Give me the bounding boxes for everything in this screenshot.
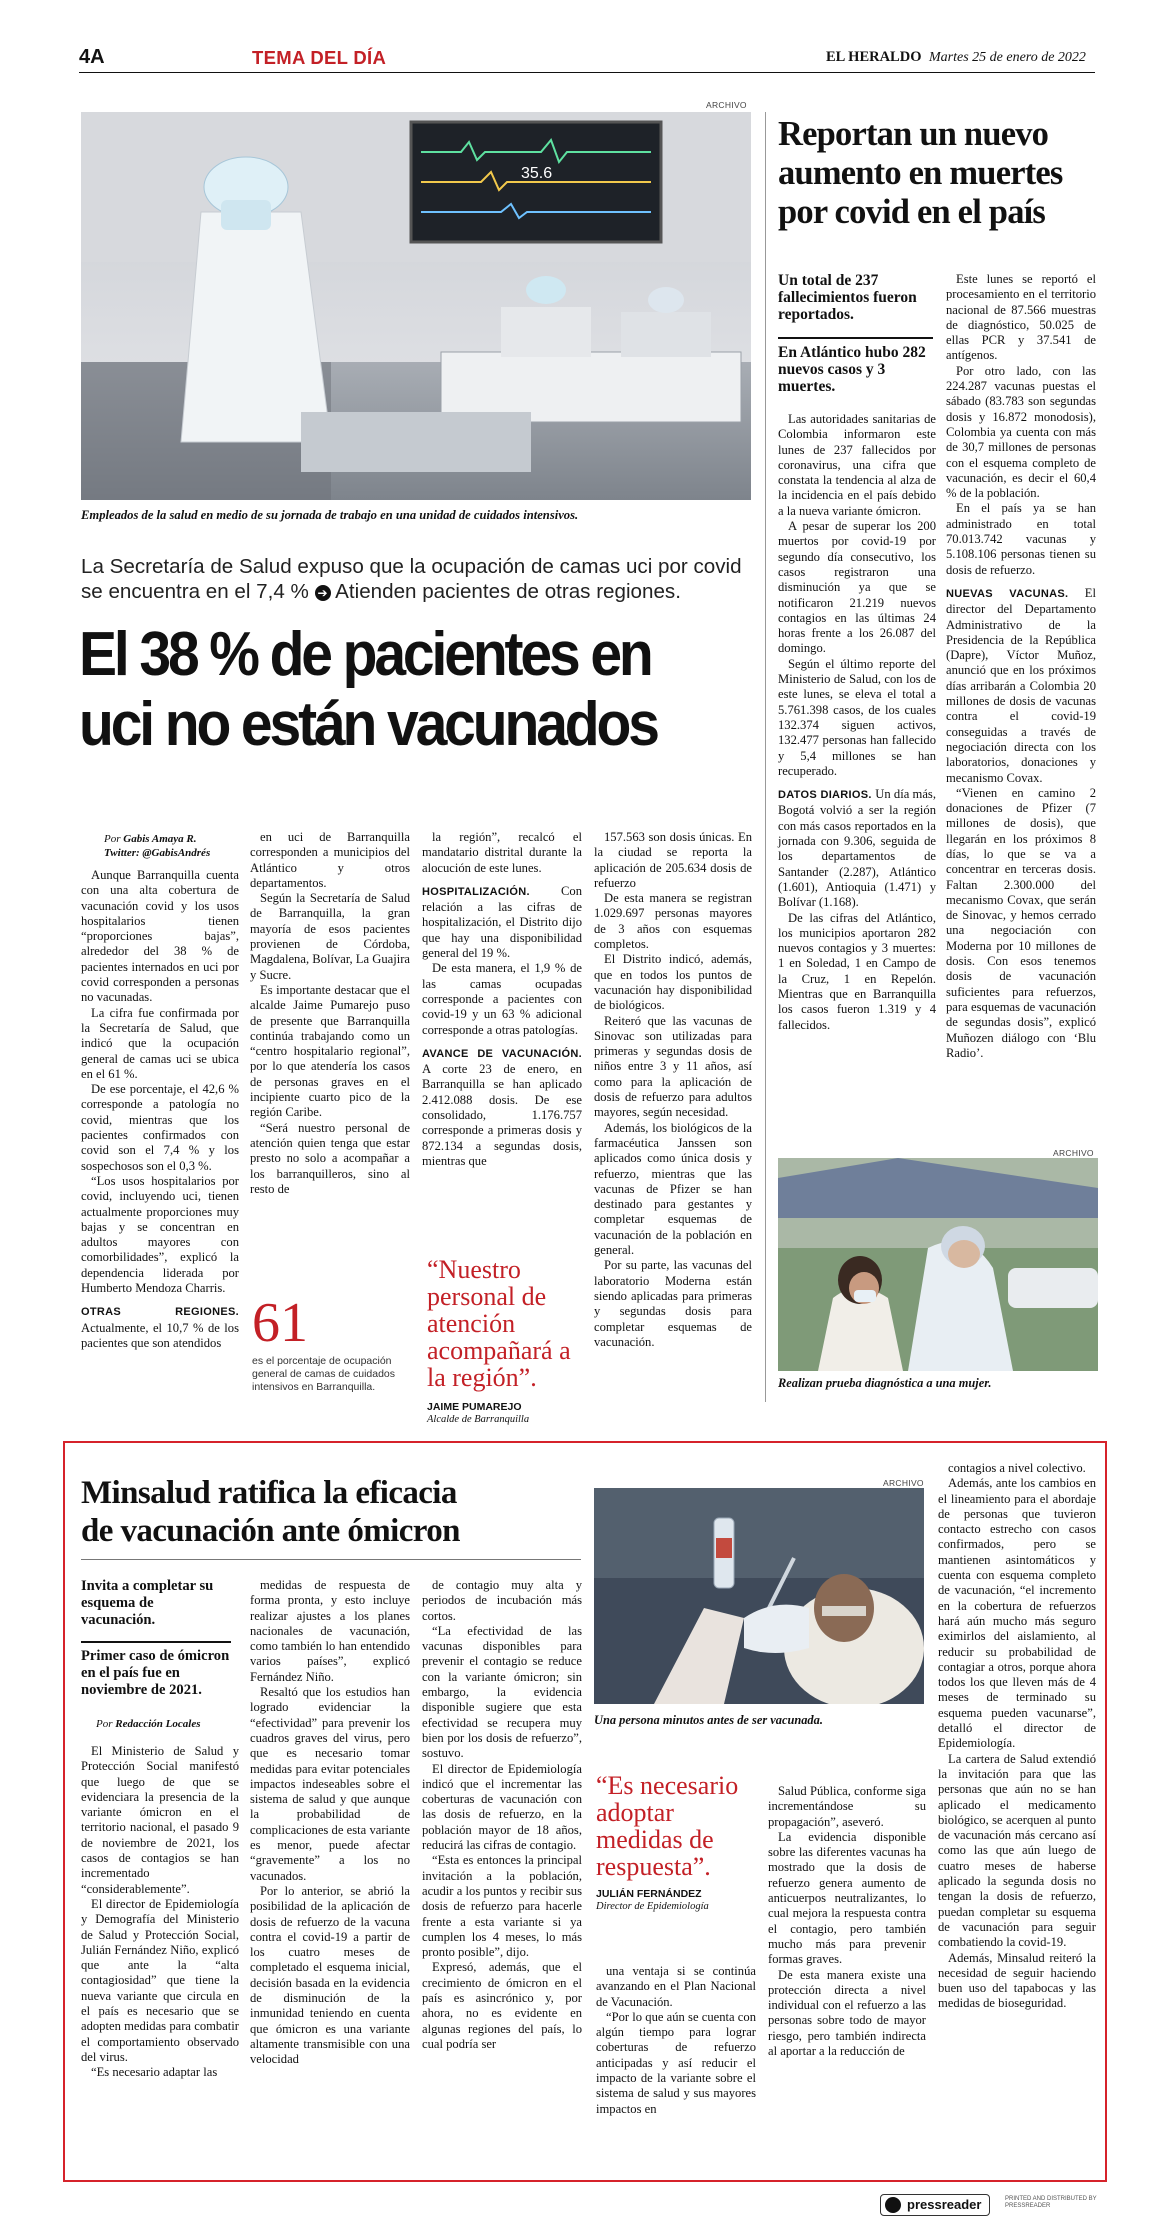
bottom-author: Redacción Locales [115,1718,201,1730]
side-col-a [778,412,936,1033]
main-headline [79,620,714,760]
paragraph-text: El Distrito indicó, además, que en todos los puntos de vacunación hay disponibilidad de biológicos. [594,952,752,1013]
paragraph [422,1046,582,1169]
icu-photo [81,112,751,500]
paragraph [81,1006,239,1082]
paragraph-text: De esta manera se registran 1.029.697 personas mayores de 3 años con esquemas completos. [594,891,752,952]
paragraph [422,884,582,961]
paragraph-text: El director del Departamento Administrativo de la Presidencia de la República (Dapre), Víctor Muñoz, anunció que en los próximos días arribarán a Colombia 20 millones de dosis de vacunas contra el covid-19 conseguidas a través de negociación directa con los laboratorios, donaciones y mecanismo Covax. [946,585,1096,785]
paragraph [594,830,752,891]
bottom-dek-2: Primer caso de ómicron en el país fue en noviembre de 2021. [81,1648,230,1698]
paragraph-text: “Por lo que aún se cuenta con algún tiempo para lograr coberturas de refuerzo anticipadas y así reducir el impacto de la variante sobre el sistema de salud y sus mayores impactos en [596,2009,756,2116]
main-headline-line2: uci no están vacunados [79,690,657,759]
pressreader-brand: pressreader [907,2197,982,2212]
paragraph [250,1685,410,1884]
paragraph [250,1884,410,2068]
main-col-3 [422,830,582,1169]
main-dek-text2: Atienden pacientes de otras regiones. [335,580,681,603]
paragraph-text: La cartera de Salud extendió la invitación para que las personas que aún no se han aplicado el medicamento biológico, se acerquen al punto de vacunación más cercano así como las que aún luego de cuatro meses de haberse aplicado la segunda dosis no tengan la dosis de refuerzo, puedan completar su esquema de vacunación para seguir combatiendo la covid-19. [938,1751,1096,1950]
side-photo-credit: ARCHIVO [1053,1148,1094,1158]
paragraph-text: La evidencia disponible sobre las diferentes vacunas ha mostrado que la dosis de refuerzo genera aumento de anticuerpos neutralizantes, lo cual mejora la respuesta contra el contagio, pero también mucho más para prevenir formas graves. [768,1829,926,1967]
paragraph-text: El director de Epidemiología indicó que el incrementar las coberturas de vacunación con las dosis de refuerzo, en la población mayor de 18 años, reducirá las cifras de contagio. [422,1761,582,1853]
paragraph-text: Salud Pública, conforme siga incrementándose su propagación”, aseveró. [768,1784,926,1829]
icu-photo-image [81,112,751,500]
pressreader-icon [885,2197,901,2213]
bottom-dek-rule [81,1641,231,1643]
header-rule [79,72,1095,73]
paragraph-text: El Ministerio de Salud y Protección Social manifestó que luego de que se evidenciara la presencia de la variante ómicron en el territorio nacional, el pasado 9 de noviembre de 2021, los casos de contagios se han incrementado “considerablemente”. [81,1744,239,1896]
paragraph-text: contagios a nivel colectivo. [948,1461,1086,1475]
paragraph [596,1964,756,2010]
main-col-4 [594,830,752,1350]
paragraph [81,1304,239,1351]
paragraph-text: De esta manera existe una protección directa a nivel individual con el refuerzo a las personas sobre todo de mayor riesgo, pero también indirecta al aportar a la reducción de [768,1967,926,2059]
paragraph [938,1461,1096,1476]
stat-text: es el porcentaje de ocupación general de camas de cuidados intensivos en Barranquilla. [252,1355,396,1393]
main-pull-quote: “Nuestro personal de atención acompañará a la región”. [427,1255,571,1392]
main-photo-caption: Empleados de la salud en medio de su jornada de trabajo en una unidad de cuidados intensivos. [81,508,579,522]
paragraph-text: Según la Secretaría de Salud de Barranquilla, la gran mayoría de esos pacientes provienen de Córdoba, Magdalena, Bolívar, La Guajira y Sucre. [250,891,411,982]
bottom-photo-caption: Una persona minutos antes de ser vacunada. [594,1713,823,1727]
vaccine-photo [594,1488,924,1704]
paragraph-text: la región”, recalcó el mandatario distrital durante la alocución de este lunes. [422,830,582,875]
paragraph-text: De las cifras del Atlántico, los municipios aportaron 282 nuevos contagios y 3 muertes: 1 en Soledad, 1 en Campo de la Cruz, 1 en Repelón. Mientras que en Barranquilla los casos fueron 1.319 y 4 fallecidos. [778,910,936,1032]
paragraph-text: Por otro lado, con las 224.287 vacunas puestas el sábado (83.783 son segundas dosis y 16.872 monodosis), Colombia ya cuenta con más de 30,7 millones de personas con el esquema completo de vacunación, es decir el 60,4 % de la población. [946,363,1096,501]
paragraph-text: Por lo anterior, se abrió la posibilidad de la aplicación de dosis de refuerzo de la vacuna contra el covid-19 a partir de los cuatro meses de completado el esquema inicial, decisión basada en la evidencia de disminución de la inmunidad teniendo en cuenta que ómicron es una variante altamente transmisible con una velocidad [250,1883,410,2067]
bottom-byline [96,1718,200,1730]
paragraph-text: Por su parte, las vacunas del laboratorio Moderna están siendo aplicadas para primeras y segundas dosis para completar esquemas de vacunación. [594,1258,752,1349]
paragraph [778,412,936,519]
bottom-col-1 [81,1744,239,2081]
paragraph-text: Aunque Barranquilla cuenta con una alta cobertura de vacunación covid y los usos hospitalarios tienen “proporciones bajas”, alrededor del 38 % de pacientes internados en uci por covid corresponden a personas no vacunadas. [81,868,239,1005]
paragraph [778,911,936,1033]
bottom-col-6 [938,1461,1096,2012]
bottom-col-3 [422,1578,582,2052]
paragraph [250,830,410,891]
paragraph-text: En el país ya se han administrado en total 70.013.742 vacunas y 5.108.106 personas tienen su dosis de refuerzo. [946,501,1096,577]
paragraph-text: Este lunes se reportó el procesamiento en el territorio nacional de 87.566 muestras de diagnóstico, 50.025 de ellas PCR y 37.541 de antígenos. [946,272,1096,363]
paragraph-text: A pesar de superar los 200 muertos por covid-19 por segundo día consecutivo, los casos registraron una disminución ya que se notificaron 21.219 nuevos contagios en las últimas 24 horas frente a los 26.087 del domingo. [778,519,936,656]
paragraph [778,787,936,910]
test-photo-image [778,1158,1098,1371]
paragraph [946,786,1096,1061]
side-dek-rule [778,337,933,339]
paragraph [594,891,752,952]
paragraph-text: Además, los biológicos de la farmacéutica Janssen son aplicados como única dosis y refuerzo, mientras que las vacunas de Pfizer se han destinado para gestantes y completar esquemas de vacunación de la población en general. [594,1120,752,1258]
main-headline-line1: El 38 % de pacientes en [79,620,651,689]
paragraph-text: en uci de Barranquilla corresponden a municipios del Atlántico y otros departamentos. [250,830,410,890]
paragraph-text: Es importante destacar que el alcalde Jaime Pumarejo puso de presente que Barranquilla continúa trabajando como un “centro hospitalario regional”, por lo que atendería los casos de personas graves en el incipiente cuarto pico de la región Caribe. [250,982,410,1120]
bottom-headline-rule [81,1559,581,1560]
paragraph [778,657,936,779]
paragraph [768,1968,926,2060]
stat-number: 61 [252,1292,308,1354]
paragraph [422,1960,582,2052]
paragraph-text: de contagio muy alta y periodos de incubación más cortos. [422,1578,582,1623]
main-byline [104,832,274,860]
bottom-headline-line2: de vacunación ante ómicron [81,1513,460,1549]
paragraph [938,1752,1096,1951]
bottom-pull-quote: “Es necesario adoptar medidas de respuesta”. [596,1771,739,1881]
paragraph [81,1174,239,1296]
issue-date: Martes 25 de enero de 2022 [928,50,1086,65]
paragraph-text: La cifra fue confirmada por la Secretaría de Salud, que indicó que la ocupación general de camas uci se ubica en el 61 %. [81,1005,239,1081]
side-photo-caption: Realizan prueba diagnóstica a una mujer. [778,1376,992,1390]
paragraph-text: De esta manera, el 1,9 % de las camas ocupadas corresponde a pacientes con covid-19 y un 63 % adicional corresponde a otras patologías. [422,961,582,1037]
bottom-byline-por: Por [96,1718,113,1730]
paragraph [596,2010,756,2117]
pressreader-logo [880,2194,990,2216]
paragraph [594,1014,752,1121]
paragraph-kicker: DATOS DIARIOS. [778,789,876,802]
monitor-readout: 35.6 [521,165,553,182]
paragraph [946,364,1096,502]
paragraph-text: Las autoridades sanitarias de Colombia informaron este lunes de 237 fallecidos por coronavirus, una cifra que constata la tendencia al alza de la incidencia en el país debido a la nueva variante ómicron. [778,412,936,518]
paragraph [946,272,1096,364]
arrow-circle-icon: ➔ [315,585,331,601]
paragraph-text: medidas de respuesta de forma pronta, y esto incluye realizar ajustes a los planes nacionales de vacunación, como también lo han entendido varios países”, explicó Fernández Niño. [250,1578,410,1684]
paragraph [422,1624,582,1762]
paragraph-text: “Esta es entonces la principal invitación a la población, acudir a los puntos y recibir sus dosis de refuerzo para hacerle frente a esta variante si ya cumplen los 4 meses, lo más pronto posible”, dijo. [422,1853,582,1960]
paragraph [768,1784,926,1830]
paragraph [938,1951,1096,2012]
paragraph-kicker: AVANCE DE VACUNACIÓN. [422,1047,582,1060]
bottom-col-5 [768,1784,926,2059]
side-dek-2: En Atlántico hubo 282 nuevos casos y 3 muertes. [778,344,926,395]
paragraph-text: “Los usos hospitalarios por covid, incluyendo uci, tienen actualmente proporciones muy bajas y se concentran en adultos mayores con comorbilidades”, explicó la dependencia liderada por Humberto Mendoza Charris. [81,1173,239,1296]
paragraph-text: Además, Minsalud reiteró la necesidad de seguir haciendo buen uso del tapabocas y las medidas de bioseguridad. [938,1950,1096,2011]
paragraph [946,586,1096,786]
paragraph-text: “La efectividad de las vacunas disponibles para prevenir el contagio se reduce con la variante ómicron; sin embargo, la evidencia disponible sugiere que esta efectividad se recupera muy bien por los dosis de refuerzo”, sostuvo. [422,1623,582,1761]
bottom-col-4 [596,1964,756,2117]
paragraph [250,1578,410,1685]
bottom-headline-line1: Minsalud ratifica la eficacia [81,1475,457,1511]
paragraph [422,961,582,1037]
masthead [826,49,1086,66]
paragraph-text: “Será nuestro personal de atención quien tenga que estar presto no solo a acompañar a los barranquilleros, sino al resto de [250,1120,410,1196]
paragraph [422,1578,582,1624]
paragraph-text: De ese porcentaje, el 42,6 % corresponde a patología no covid, mientras que los pacientes confirmados con covid son el 7,4 % y los sospechosos son el 0,3 %. [81,1082,239,1173]
author-name: Gabis Amaya R. [123,833,197,845]
paragraph [81,1744,239,1897]
paragraph [594,952,752,1013]
paper-name: EL HERALDO [826,49,922,65]
paragraph-text: Además, ante los cambios en el lineamiento para el abordaje de personas que tuvieron contacto estrecho con casos confirmados, pero se mantienen asintomáticos y cuenta con esquema completo de vacunación, “el incremento en la cobertura de refuerzos hará aún mucho más seguro eximirlos del aislamiento, al reducir su probabilidad de contagiar a otros, porque ahora todos los que lleven más de 4 meses de terminado su esquema pueden vacunarse”, detalló el director de Epidemiología. [938,1476,1096,1751]
byline-por: Por [104,833,121,845]
paragraph [81,1897,239,2065]
test-photo [778,1158,1098,1371]
paragraph [594,1258,752,1350]
paragraph-text: Reiteró que las vacunas de Sinovac son utilizadas para primeras y segundas dosis de niños entre 3 y 11 años, así como para la aplicación de dosis de refuerzo para adultos mayores, según necesidad. [594,1013,752,1120]
paragraph-text: “Vienen en camino 2 donaciones de Pfizer (7 millones de dosis), que llegarán en los próximos 8 días, lo que se va a concentrar en terceras dosis. Faltan 2.300.000 del mecanismo Covax, que serán de Sinovac, y hemos cerrado una negociación con Moderna por 10 millones de dosis. Con esos tenemos dosis de vacunación suficientes para refuerzos, para esquemas de vacunación de segundas dosis”, explicó Muñozen diálogo con ‘Blu Radio’. [946,785,1096,1060]
paragraph-kicker: OTRAS REGIONES. [81,1306,239,1319]
main-quote-role: Alcalde de Barranquilla [427,1414,530,1425]
page-number: 4A [79,46,105,68]
paragraph-text: Resaltó que los estudios han logrado evidenciar la “efectividad” para prevenir los cuadros graves del virus, pero que es necesario tomar medidas para evitar potenciales impactos indeseables sobre el sistema de salud y que aunque la probabilidad de complicaciones de esta variante es menor, puede afectar “gravemente” a los no vacunados. [250,1685,410,1883]
paragraph [81,2065,239,2080]
paragraph-text: Un día más, Bogotá volvió a ser la región con más casos reportados en la jornada con 9.306, seguida de los departamentos de Santander (2.287), Atlántico (1.601), Antioquia (1.471) y Bolívar (1.168). [778,787,936,910]
paragraph [778,519,936,657]
side-divider [765,112,766,1402]
paragraph-text: Con relación a las cifras de hospitalización, el Distrito dijo que hay una disponibilidad general del 19 %. [422,883,582,961]
main-col-1 [81,868,239,1351]
paragraph [938,1476,1096,1751]
paragraph [422,1853,582,1960]
paragraph-kicker: HOSPITALIZACIÓN. [422,885,561,898]
main-dek [81,554,751,604]
main-col-2 [250,830,410,1197]
paragraph [422,830,582,876]
side-dek-1: Un total de 237 fallecimientos fueron reportados. [778,272,917,323]
paragraph-text: Actualmente, el 10,7 % de los pacientes que son atendidos [81,1320,239,1350]
paragraph-text: Según el último reporte del Ministerio de Salud, con los de este lunes, se eleva el total a 5.761.398 casos, de los cuales 132.374 siguen activos, 132.477 personas han fallecido y 5,4 millones se han recuperado. [778,656,936,778]
bottom-quote-role: Director de Epidemiología [596,1901,709,1912]
vaccine-photo-image [594,1488,924,1704]
side-headline: Reportan un nuevo aumento en muertes por covid en el país [778,115,1063,231]
paragraph [946,501,1096,577]
paragraph-text: A corte 23 de enero, en Barranquilla se han aplicado 2.412.088 dosis. De ese consolidado, 1.176.757 corresponde a primeras dosis y 872.134 a segundas dosis, mientras que [422,1062,582,1168]
paragraph [768,1830,926,1968]
main-dek-text1: La Secretaría de Salud expuso que la ocupación de camas uci por covid se encuentra en el 7,4 % [81,555,742,603]
paragraph [81,1082,239,1174]
paragraph [250,983,410,1121]
paragraph [250,1121,410,1197]
photo-credit: ARCHIVO [706,100,747,110]
paragraph-text: “Es necesario adaptar las [91,2065,218,2080]
paragraph [250,891,410,983]
paragraph-kicker: NUEVAS VACUNAS. [946,587,1085,600]
bottom-col-2 [250,1578,410,2068]
paragraph-text: 157.563 son dosis únicas. En la ciudad se reporta la aplicación de 205.634 dosis de refuerzo [594,830,752,890]
bottom-photo-credit: ARCHIVO [883,1478,924,1488]
footer-fineprint: PRINTED AND DISTRIBUTED BY PRESSREADER [1005,2196,1097,2209]
bottom-dek-1: Invita a completar su esquema de vacunación. [81,1578,214,1628]
paragraph [422,1762,582,1854]
paragraph [81,868,239,1006]
paragraph-text: El director de Epidemiología y Demografía del Ministerio de Salud y Protección Social, Julián Fernández Niño, explicó que ante la “alta contagiosidad” que tiene la nueva variante que circula en el país es necesario que se adopten medidas para combatir el comportamiento observado del virus. [81,1896,239,2064]
paragraph-text: una ventaja si se continúa avanzando en el Plan Nacional de Vacunación. [596,1964,756,2009]
paragraph-text: Expresó, además, que el crecimiento de ómicron en el país es asincrónico y, por ahora, no es evidente en algunas regiones del país, lo cual podría ser [422,1960,582,2051]
main-quote-name: JAIME PUMAREJO [427,1401,522,1413]
author-twitter: Twitter: @GabisAndrés [104,847,211,859]
paragraph [594,1121,752,1259]
side-col-b [946,272,1096,1061]
bottom-quote-name: JULIÁN FERNÁNDEZ [596,1888,702,1900]
section-title: TEMA DEL DÍA [252,47,387,68]
bottom-headline [81,1474,601,1550]
